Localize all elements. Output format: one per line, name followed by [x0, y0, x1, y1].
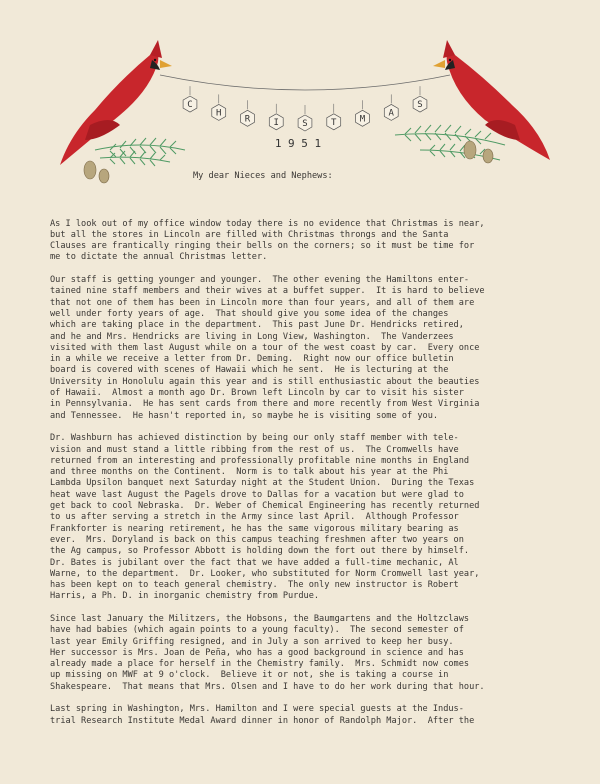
letter-line: that not one of them has been in Lincoln more than four years, and all of them are	[50, 297, 475, 308]
letter-paragraph	[50, 219, 590, 264]
year-label: 1 9 5 1	[274, 137, 322, 150]
letter-line: vision and must stand a little ribbing from the rest of us. The Cromwells have	[50, 444, 459, 455]
letter-line: and three months on the Continent. Norm is to talk about his year at the Phi	[50, 467, 449, 478]
letter-paragraph	[50, 614, 590, 693]
banner-letter: I	[273, 117, 279, 128]
letter-line: and he and Mrs. Hendricks are living in Long View, Washington. The Vanderzees	[50, 331, 454, 342]
banner-letter-tag	[269, 104, 283, 130]
letter-paragraph	[50, 275, 590, 422]
banner-letter-tag	[356, 100, 370, 126]
letter-paragraph	[50, 704, 590, 727]
banner-letter-tag	[384, 94, 398, 120]
letter-line: Frankforter is nearing retirement, he has the same vigorous military bearing as	[50, 523, 459, 534]
letter-line: Our staff is getting younger and younger. The other evening the Hamiltons enter-	[50, 275, 470, 286]
letter-line: Dr. Bates is jubilant over the fact that we have added a full-time mechanic, Al	[50, 557, 459, 568]
letter-line: board is covered with scenes of Hawaii which he sent. He is lecturing at the	[50, 365, 449, 376]
letter-line: well under forty years of age. That should give you some idea of the changes	[50, 308, 449, 319]
banner-string	[160, 75, 450, 90]
letter-line: ever. Mrs. Doryland is back on this campus teaching freshmen after two years on	[50, 534, 464, 545]
letter-line: Harris, a Ph. D. in inorganic chemistry from Purdue.	[50, 591, 320, 602]
banner-letter: H	[216, 108, 222, 119]
letter-line: Warne, to the department. Dr. Looker, who substituted for Norm Cromwell last year,	[50, 568, 480, 579]
pine-branch-left-icon	[95, 138, 185, 166]
letter-line: Clauses are frantically ringing their bells on the corners; so it must be time for	[50, 241, 475, 252]
banner-letter: R	[244, 114, 251, 125]
letter-line: but all the stores in Lincoln are filled with Christmas throngs and the Santa	[50, 229, 449, 240]
letter-line: which are taking place in the department. This past June Dr. Hendricks retired,	[50, 320, 464, 331]
banner-letter-tag	[327, 104, 341, 130]
letter-paragraph	[50, 433, 590, 602]
letter-line: get back to cool Nebraska. Dr. Weber of Chemical Engineering has recently returned	[50, 501, 480, 512]
letter-line: the Ag campus, so Professor Abbott is holding down the fort out there by himself.	[50, 546, 470, 557]
letter-line: heat wave last August the Pagels drove to Dallas for a vacation but were glad to	[50, 489, 464, 500]
banner-letter: A	[388, 108, 394, 119]
letter-line: in Pennsylvania. He has sent cards from there and more recently from West Virginia	[50, 399, 480, 410]
letter-line: returned from an interesting and professionally profitable nine months in England	[50, 455, 470, 466]
letter-line: Dr. Washburn has achieved distinction by being our only staff member with tele-	[50, 433, 459, 444]
letter-line: Since last January the Militzers, the Hobsons, the Baumgartens and the Holtzclaws	[50, 613, 470, 624]
letter-line: Lambda Upsilon banquet next Saturday night at the Student Union. During the Texas	[50, 478, 475, 489]
letter-line: and Tennessee. He hasn't reported in, so maybe he is visiting some of you.	[50, 410, 439, 421]
letter-line: trial Research Institute Medal Award dinner in honor of Randolph Major. After the	[50, 715, 475, 726]
letter-body	[50, 196, 590, 761]
banner-letter: S	[302, 119, 308, 129]
christmas-banner	[183, 86, 427, 131]
banner-letter-tag	[212, 94, 226, 120]
letter-line: Last spring in Washington, Mrs. Hamilton and I were special guests at the Indus-	[50, 704, 464, 715]
letter-line: up missing on MWF at 9 o'clock. Believe it or not, she is taking a course in	[50, 670, 449, 681]
letter-line: to us after serving a stretch in the Army since last April. Although Professor	[50, 512, 459, 523]
banner-letter-tag	[298, 105, 312, 131]
letter-line: last year Emily Griffing resigned, and in July a son arrived to keep her busy.	[50, 636, 454, 647]
banner-letter-tag	[241, 100, 255, 126]
letter-line: Her successor is Mrs. Joan de Peña, who has a good background in science and has	[50, 647, 464, 658]
letter-line: As I look out of my office window today there is no evidence that Christmas is near,	[50, 218, 485, 229]
letter-line: has been kept on to teach general chemistry. The only new instructor is Robert	[50, 580, 459, 591]
letter-line: of Hawaii. Almost a month ago Dr. Brown left Lincoln by car to visit his sister	[50, 388, 464, 399]
banner-letter: S	[417, 100, 423, 111]
pinecone-left-icon	[84, 161, 109, 183]
letter-line: visited with them last August while on a tour of the west coast by car. Every once	[50, 342, 480, 353]
banner-letter-tag	[413, 86, 427, 112]
letter-line: tained nine staff members and their wives at a buffet supper. It is hard to believe	[50, 286, 485, 297]
letter-line: University in Honolulu again this year and is still enthusiastic about the beauties	[50, 376, 480, 387]
letter-line: have had babies (which again points to a young faculty). The second semester of	[50, 625, 464, 636]
letter-line: Shakespeare. That means that Mrs. Olsen and I have to do her work during that hour.	[50, 681, 485, 692]
letter-line: in a while we receive a letter from Dr. Deming. Right now our office bulletin	[50, 354, 454, 365]
letter-line: me to dictate the annual Christmas letter.	[50, 252, 268, 263]
banner-letter: C	[187, 100, 193, 111]
banner-letter: T	[331, 117, 337, 128]
letter-line: already made a place for herself in the Chemistry family. Mrs. Schmidt now comes	[50, 659, 470, 670]
christmas-header-illustration	[0, 0, 600, 200]
greeting: My dear Nieces and Nephews:	[193, 171, 333, 181]
pinecone-right-icon	[464, 141, 493, 163]
banner-letter-tag	[183, 86, 197, 112]
banner-letter: M	[359, 114, 366, 125]
